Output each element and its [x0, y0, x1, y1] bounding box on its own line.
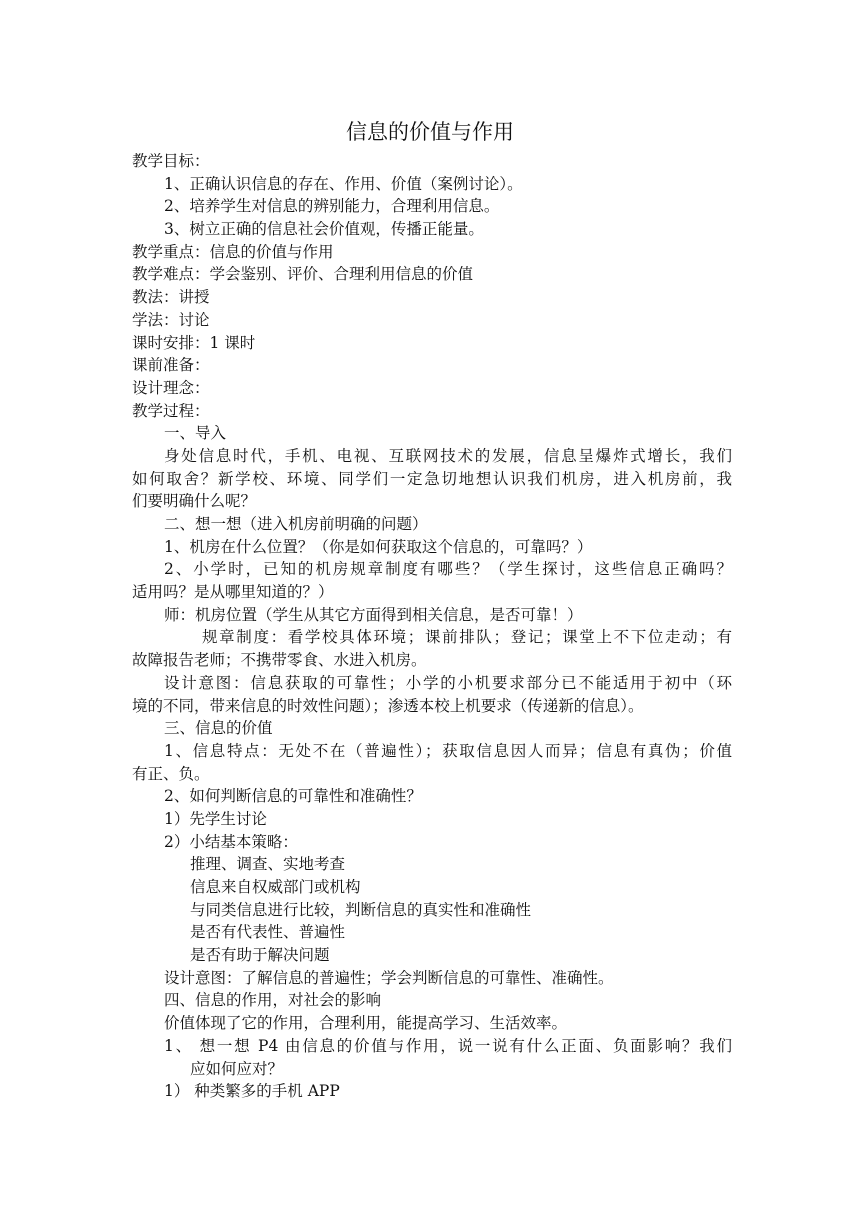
text-line: 三、信息的价值: [164, 719, 273, 738]
text-line: 1、正确认识信息的存在、作用、价值（案例讨论）。: [164, 174, 523, 193]
text-line: 2、小学时，已知的机房规章制度有哪些？（学生探讨，这些信息正确吗？: [164, 560, 732, 579]
text-line: 教学目标：: [132, 152, 210, 170]
text-line: 们要明确什么呢？: [132, 492, 257, 511]
text-line: 与同类信息进行比较，判断信息的真实性和准确性: [190, 900, 532, 919]
document-body: [132, 150, 732, 1103]
text-line: 故障报告老师；不携带零食、水进入机房。: [132, 651, 427, 670]
text-line: 适用吗？是从哪里知道的？）: [132, 583, 334, 602]
text-line: 1、 想一想 P4 由信息的价值与作用，说一说有什么正面、负面影响？我们: [164, 1036, 732, 1055]
text-line: 二、想一想（进入机房前明确的问题）: [164, 515, 428, 533]
text-line: 设计意图：了解信息的普遍性；学会判断信息的可靠性、准确性。: [164, 968, 614, 987]
text-line: 价值体现了它的作用，合理利用，能提高学习、生活效率。: [164, 1014, 568, 1033]
text-line: 身处信息时代，手机、电视、互联网技术的发展，信息呈爆炸式增长，我们: [164, 446, 732, 465]
text-line: 1）先学生讨论: [164, 809, 267, 828]
text-line: 师：机房位置（学生从其它方面得到相关信息，是否可靠！）: [164, 605, 583, 624]
text-line: 推理、调查、实地考查: [190, 855, 346, 874]
text-line: 1、机房在什么位置？（你是如何获取这个信息的，可靠吗？）: [164, 537, 593, 556]
text-line: 信息来自权威部门或机构: [190, 878, 361, 896]
text-line: 教学难点：学会鉴别、评价、合理利用信息的价值: [132, 265, 474, 284]
text-line: 3、树立正确的信息社会价值观，传播正能量。: [164, 220, 484, 239]
text-line: 设计意图：信息获取的可靠性；小学的小机要求部分已不能适用于初中（环: [164, 673, 732, 692]
text-line: 学法：讨论: [132, 310, 210, 329]
text-line: 是否有助于解决问题: [190, 946, 330, 965]
text-line: 2）小结基本策略：: [164, 832, 298, 851]
text-line: 有正、负。: [132, 764, 210, 783]
text-line: 2、如何判断信息的可靠性和准确性？: [164, 787, 422, 806]
text-line: 规章制度：看学校具体环境；课前排队；登记；课堂上不下位走动；有: [202, 628, 732, 647]
text-line: 课时安排：1 课时: [132, 333, 256, 352]
document-title: 信息的价值与作用: [346, 120, 514, 144]
text-line: 1、信息特点：无处不在（普遍性）；获取信息因人而异；信息有真伪；价值: [164, 741, 732, 760]
text-line: 教学重点：信息的价值与作用: [132, 242, 334, 261]
text-line: 教学过程：: [132, 401, 210, 420]
text-line: 课前准备：: [132, 356, 210, 375]
text-line: 2、培养学生对信息的辨别能力，合理利用信息。: [164, 197, 500, 216]
text-line: 是否有代表性、普遍性: [190, 923, 346, 942]
text-line: 设计理念：: [132, 378, 210, 397]
text-line: 境的不同，带来信息的时效性问题）；渗透本校上机要求（传递新的信息）。: [132, 696, 644, 715]
text-line: 一、导入: [164, 424, 227, 443]
text-line: 教法：讲授: [132, 288, 210, 307]
text-line: 四、信息的作用，对社会的影响: [164, 991, 382, 1010]
text-line: 如何取舍？新学校、环境、同学们一定急切地想认识我们机房，进入机房前，我: [132, 469, 732, 488]
text-line: 应如何应对？: [190, 1059, 284, 1078]
text-line: 1） 种类繁多的手机 APP: [164, 1082, 340, 1101]
